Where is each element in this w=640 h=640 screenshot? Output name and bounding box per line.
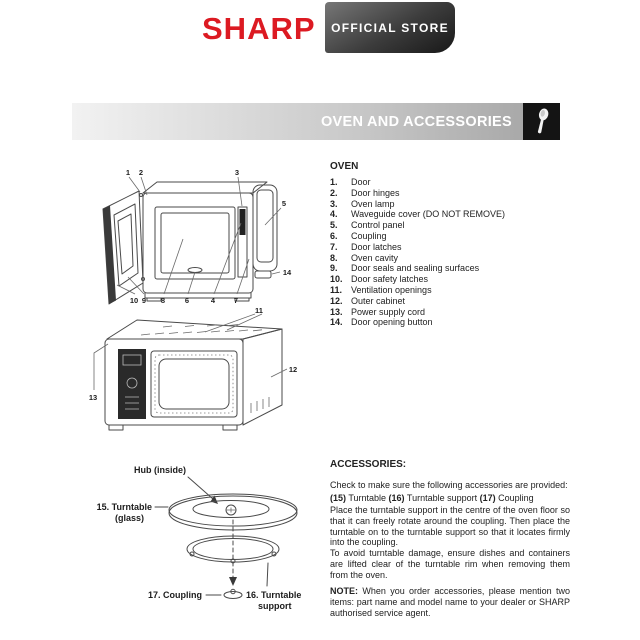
diagram-oven-open: [95, 163, 315, 311]
oven-part-label: Oven lamp: [351, 198, 395, 209]
oven-part-label: Coupling: [351, 230, 387, 241]
oven-part-label: Door: [351, 177, 371, 187]
note-text: When you order accessories, please mention two items: part name and model name to your dealer or SHARP authorised service agent.: [330, 586, 570, 618]
oven-part-row: [330, 296, 572, 307]
oven-parts-list: [330, 161, 572, 328]
oven-part-row: [330, 274, 572, 285]
section-header-bar: [72, 103, 560, 140]
oven-part-label: Power supply cord: [351, 306, 426, 317]
support-label-line2: support: [258, 601, 292, 611]
callout-power-supply-cord: 13: [88, 393, 98, 402]
accessories-heading: ACCESSORIES:: [330, 459, 407, 470]
oven-part-row: [330, 285, 572, 296]
hub-label: Hub (inside): [134, 465, 186, 475]
oven-part-label: Waveguide cover (DO NOT REMOVE): [351, 209, 506, 220]
diagram-oven-closed: [85, 305, 315, 450]
oven-part-label: Door opening button: [351, 317, 433, 328]
control-panel: [118, 349, 146, 419]
callout-waveguide-cover: 4: [210, 296, 216, 305]
oven-part-label: Oven cavity: [351, 252, 399, 263]
callout-oven-lamp: 3: [234, 168, 240, 177]
callout-coupling: 6: [184, 296, 190, 305]
side-vents: [251, 397, 269, 413]
turntable-label-line2: (glass): [114, 513, 144, 523]
oven-part-number: 14.: [330, 317, 343, 328]
section-title: OVEN AND ACCESSORIES: [320, 113, 512, 130]
callout-outer-cabinet: 12: [288, 365, 298, 374]
accessory-item: (17) Coupling: [479, 492, 534, 503]
turntable-label-line1: 15. Turntable: [96, 502, 152, 512]
oven-part-number: 9.: [330, 263, 338, 274]
oven-part-label: Outer cabinet: [351, 295, 406, 306]
oven-part-row: [330, 231, 572, 242]
oven-part-number: 5.: [330, 220, 338, 231]
accessories-section: [330, 460, 570, 619]
oven-part-row: [330, 209, 572, 220]
sharp-logo: SHARP: [202, 11, 316, 46]
callout-oven-cavity: 8: [160, 296, 166, 305]
oven-part-label: Ventilation openings: [351, 284, 432, 295]
callout-door-safety-latches: 10: [129, 296, 139, 305]
oven-part-row: [330, 307, 572, 318]
oven-part-number: 11.: [330, 284, 343, 295]
callout-door-seals: 9: [141, 296, 147, 305]
callout-door-hinges: 2: [138, 168, 144, 177]
accessory-item: (15) Turntable: [330, 492, 389, 503]
accessory-item: (16) Turntable support: [388, 492, 480, 503]
top-vents: [141, 325, 262, 336]
oven-part-label: Door latches: [351, 241, 402, 252]
coupling-label: 17. Coupling: [148, 590, 202, 600]
oven-part-number: 6.: [330, 230, 338, 241]
accessories-items-line: [330, 493, 570, 504]
leader-lines: [117, 177, 281, 294]
oven-part-number: 3.: [330, 198, 338, 209]
oven-part-row: [330, 220, 572, 231]
official-store-badge: OFFICIAL STORE: [325, 2, 455, 53]
oven-part-label: Door hinges: [351, 187, 400, 198]
callout-door: 1: [125, 168, 131, 177]
accessories-paragraph-1: Place the turntable support in the centre of the oven floor so that it can freely rotate around the coupling. Then place the turntable on to the turntable support so that it locates firmly into the coupling.: [330, 504, 570, 548]
oven-part-label: Door seals and sealing surfaces: [351, 263, 480, 274]
callout-door-latches: 7: [233, 296, 239, 305]
oven-part-number: 7.: [330, 241, 338, 252]
oven-parts-heading: OVEN: [330, 161, 359, 172]
drop-arrowhead: [229, 577, 237, 586]
section-icon-box: [523, 103, 560, 140]
spoon-icon: [532, 108, 552, 135]
accessories-paragraph-2: To avoid turntable damage, ensure dishes and containers are lifted clear of the turntable rim when removing them from the oven.: [330, 548, 570, 581]
oven-parts-rows: [330, 177, 572, 328]
note-label: NOTE:: [330, 586, 358, 597]
oven-part-number: 2.: [330, 187, 338, 198]
oven-part-number: 4.: [330, 209, 338, 220]
oven-part-number: 12.: [330, 295, 343, 306]
oven-part-row: [330, 317, 572, 328]
oven-part-row: [330, 253, 572, 264]
support-label-line1: 16. Turntable: [246, 590, 302, 600]
oven-part-label: Control panel: [351, 220, 405, 231]
accessories-intro: Check to make sure the following accessories are provided:: [330, 479, 568, 490]
callout-door-opening-button: 14: [282, 268, 292, 277]
oven-part-number: 10.: [330, 274, 343, 285]
oven-part-number: 13.: [330, 306, 343, 317]
oven-part-row: [330, 199, 572, 210]
oven-part-row: [330, 242, 572, 253]
oven-part-number: 1.: [330, 177, 338, 187]
oven-part-number: 8.: [330, 252, 338, 263]
callout-control-panel: 5: [281, 199, 287, 208]
oven-part-label: Door safety latches: [351, 274, 429, 285]
diagram-turntable: [80, 458, 315, 640]
oven-part-row: [330, 177, 572, 188]
accessories-note: [330, 586, 570, 619]
waveguide-strip: [240, 209, 246, 235]
oven-part-row: [330, 263, 572, 274]
callout-ventilation-openings: 11: [255, 306, 263, 315]
oven-part-row: [330, 188, 572, 199]
